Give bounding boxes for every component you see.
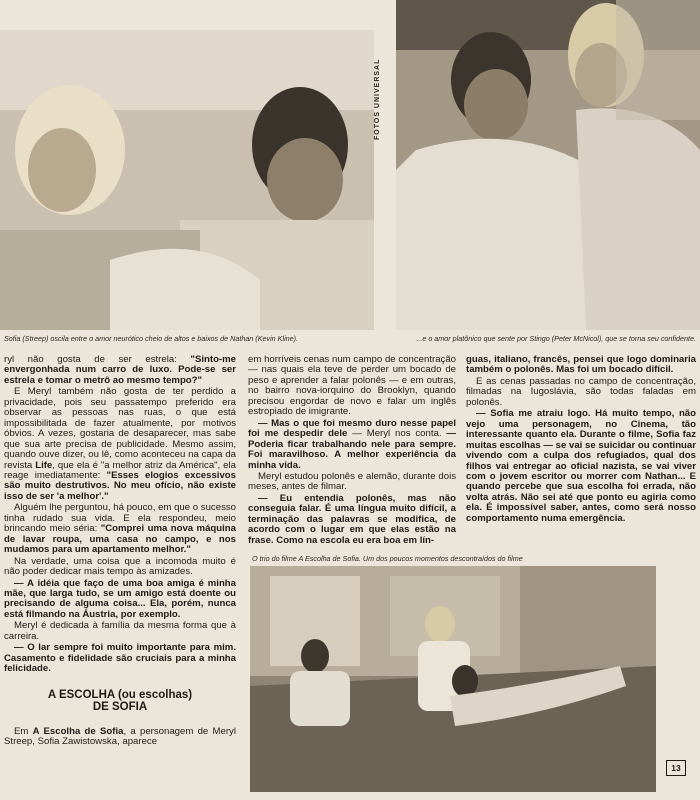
section-subhead: A ESCOLHA (ou escolhas) DE SOFIA — [47, 688, 193, 713]
article-column-1 — [4, 355, 236, 749]
col2-paragraph-2: — Mas o que foi mesmo duro nesse papel foi me despedir dele — Meryl nos conta. — Poderia ficar trabalhando nele para sempre. Foi maravilhoso. A melhor experiência da minha vida. — [248, 417, 456, 471]
photo-streep-kline — [0, 30, 374, 330]
photo-trio — [250, 566, 656, 792]
article-column-3 — [466, 355, 696, 525]
col3-paragraph-2: E as cenas passadas no campo de concentração, filmadas na Iugoslávia, são todas faladas em polonês. — [466, 375, 696, 408]
col1-paragraph-7: — O lar sempre foi muito importante para mim. Casamento e fidelidade são cruciais para a minha felicidade. — [4, 642, 236, 675]
col2-paragraph-3: Meryl estudou polonês e alemão, durante dois meses, antes de filmar. — [248, 470, 456, 493]
photo-credit: FOTOS UNIVERSAL — [374, 58, 381, 140]
photo-streep-mcnicol-image — [396, 0, 700, 330]
col1-paragraph-8: Em A Escolha de Sofia, a personagem de Meryl Streep, Sofia Zawistowska, aparece — [4, 725, 236, 748]
col1-paragraph-5: — A idéia que faço de uma boa amiga é minha mãe, que larga tudo, se um amigo está doente ou precisando de alguma coisa... Ela, porém, nunca está filmando na Áustria, por exemplo. — [4, 577, 236, 620]
article-column-2 — [248, 355, 456, 547]
col3-paragraph-1: guas, italiano, francês, pensei que logo dominaria também o polonês. Mas foi um bocado difícil. — [466, 354, 696, 376]
caption-left: Sofia (Streep) oscila entre o amor neurótico cheio de altos e baixos de Nathan (Kevin Kline). — [4, 334, 299, 343]
photo-streep-kline-image — [0, 30, 374, 330]
page-number: 13 — [666, 760, 686, 776]
col1-paragraph-1: ryl não gosta de ser estrela: "Sinto-me envergonhada num carro de luxo. Pode-se ser estrela e tomar o metrô ao mesmo tempo?" — [4, 354, 236, 386]
col1-paragraph-2: E Meryl também não gosta de ter perdido a privacidade, pois seu passatempo preferido era observar as pessoas nas ruas, o que está impossibilitada de fazer atualmente, por motivos óbvios. A vezes, gostaria de desaparecer, mas sabe que sua arte precisa de publicidade. Mesmo assim, quando ouve dizer, ou lê, como aconteceu na capa da revista Life, que ela é "a melhor atriz da América", ela reage imediatamente: "Esses elogios excessivos são muito destrutivos. No meu ofício, não existe isso de ser 'a melhor'." — [4, 386, 236, 502]
col2-paragraph-1: em horríveis cenas num campo de concentração — nas quais ela teve de perder um bocado de peso e aprender a falar polonês — e em outras, no bairro nova-iorquino do Brooklyn, quando precisou engordar de novo e falar um inglês estropiado de imigrante. — [248, 354, 456, 418]
col1-paragraph-4: Na verdade, uma coisa que a incomoda muito é não poder dedicar mais tempo às amizades. — [4, 555, 236, 578]
caption-right: ...e o amor platônico que sente por Stingo (Peter McNicol), que se torna seu confidente. — [416, 334, 696, 343]
col1-paragraph-3: Alguém lhe perguntou, há pouco, em que o sucesso tinha rudado sua vida. E ela respondeu, meio brincando meio séria: "Comprei uma nova máquina de lavar roupa, uma casa no campo, e nos mudamos para um apartamento melhor." — [4, 502, 237, 556]
photo-trio-image — [250, 566, 656, 792]
photo-streep-mcnicol — [396, 0, 700, 330]
col3-paragraph-3: — Sofia me atraiu logo. Há muito tempo, não vejo uma personagem, no Cinema, tão interessante quanto ela. Durante o filme, Sofia faz muitas escolhas — se vai se suicidar ou continuar vivendo com a culpa dos refugiados, qual dos filhos vai entregar ao oficial nazista, se vai viver com o jovem escritor ou morrer com Nathan... E quando percebe que sua escolha foi errada, não volta atrás. Não sei até que ponto eu agiria como ela. É impossível saber, antes, como será nosso comportamento numa emergência. — [466, 408, 696, 524]
caption-bottom: O trio do filme A Escolha de Sofia. Um dos poucos momentos descontraídos do filme — [252, 554, 523, 563]
col2-paragraph-4: — Eu entendia polonês, mas não conseguia falar. É uma língua muito difícil, a terminação das palavras se modifica, de acordo com o lugar em que elas estão na frase. Como na escola eu era boa em lín- — [248, 492, 456, 546]
col1-paragraph-6: Meryl é dedicada à família da mesma forma que à carreira. — [4, 620, 236, 642]
